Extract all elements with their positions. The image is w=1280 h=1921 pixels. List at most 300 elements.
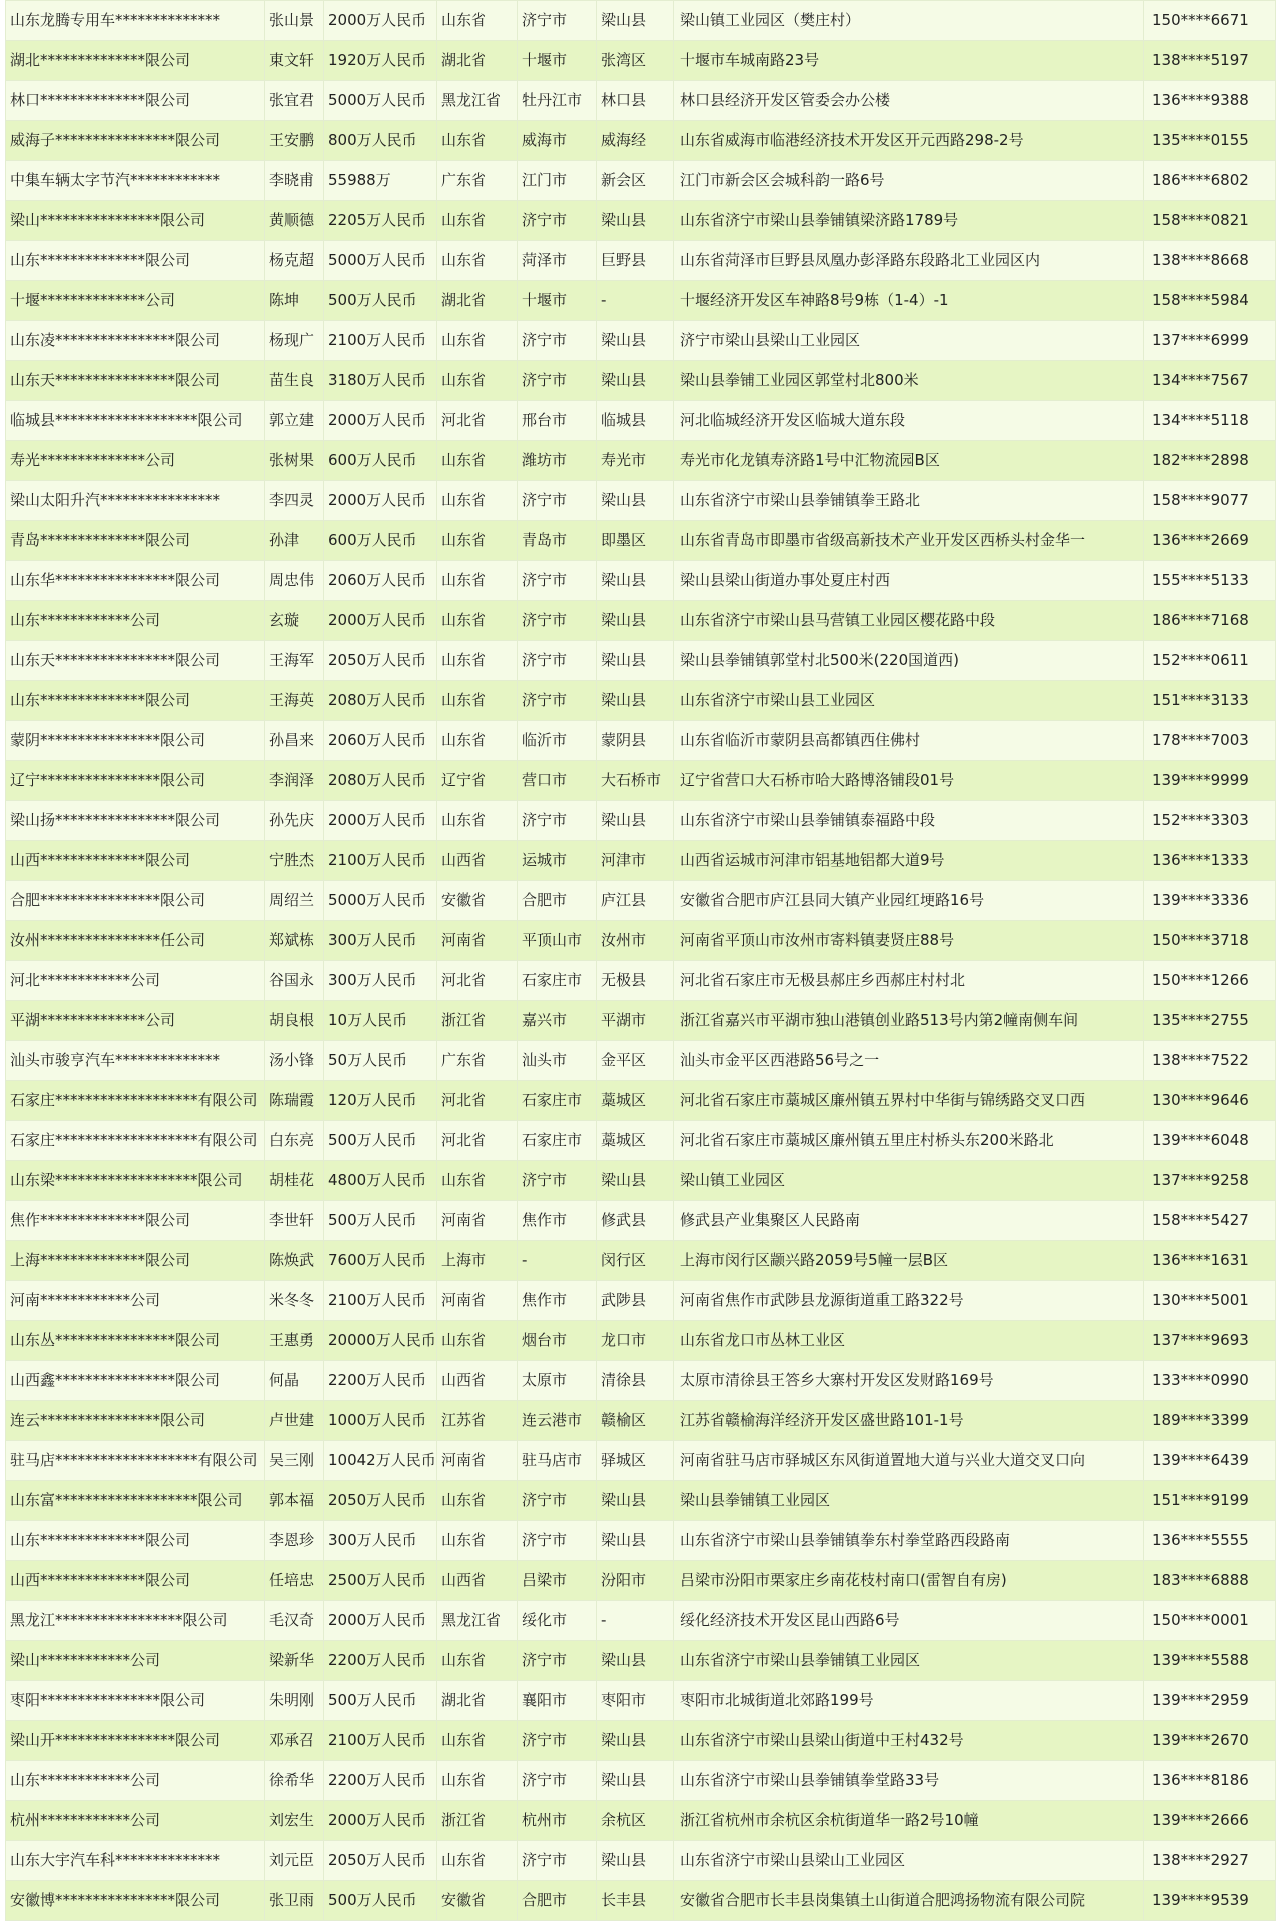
company-name-cell: 山东凌****************限公司 xyxy=(6,321,265,361)
company-name-cell: 山西**************限公司 xyxy=(6,841,265,881)
company-name-cell: 梁山开****************限公司 xyxy=(6,1721,265,1761)
city-cell: 合肥市 xyxy=(518,1881,597,1921)
city-cell: 济宁市 xyxy=(518,641,597,681)
legal-rep-cell: 郭本福 xyxy=(265,1481,324,1521)
province-cell: 山东省 xyxy=(437,1,518,41)
city-cell: 运城市 xyxy=(518,841,597,881)
company-name-cell: 山东**************限公司 xyxy=(6,681,265,721)
address-cell: 太原市清徐县王答乡大寨村开发区发财路169号 xyxy=(674,1361,1144,1401)
capital-cell: 600万人民币 xyxy=(324,521,437,561)
city-cell: 济宁市 xyxy=(518,801,597,841)
address-cell: 梁山镇工业园区 xyxy=(674,1161,1144,1201)
legal-rep-cell: 王海英 xyxy=(265,681,324,721)
address-cell: 梁山县拳铺镇工业园区 xyxy=(674,1481,1144,1521)
phone-cell: 158****5427 xyxy=(1144,1201,1276,1241)
table-row xyxy=(6,1321,1276,1361)
address-cell: 河南省平顶山市汝州市寄料镇妻贤庄88号 xyxy=(674,921,1144,961)
table-row xyxy=(6,201,1276,241)
address-cell: 林口县经济开发区管委会办公楼 xyxy=(674,81,1144,121)
province-cell: 山东省 xyxy=(437,1761,518,1801)
table-row xyxy=(6,1041,1276,1081)
capital-cell: 2050万人民币 xyxy=(324,1841,437,1881)
company-name-cell: 临城县*******************限公司 xyxy=(6,401,265,441)
province-cell: 黑龙江省 xyxy=(437,81,518,121)
address-cell: 山东省菏泽市巨野县凤凰办彭泽路东段路北工业园区内 xyxy=(674,241,1144,281)
address-cell: 浙江省嘉兴市平湖市独山港镇创业路513号内第2幢南侧车间 xyxy=(674,1001,1144,1041)
company-name-cell: 山东天****************限公司 xyxy=(6,361,265,401)
phone-cell: 136****9388 xyxy=(1144,81,1276,121)
phone-cell: 158****5984 xyxy=(1144,281,1276,321)
legal-rep-cell: 朱明刚 xyxy=(265,1681,324,1721)
province-cell: 湖北省 xyxy=(437,1681,518,1721)
district-cell: 威海经 xyxy=(597,121,674,161)
table-row xyxy=(6,1361,1276,1401)
address-cell: 山东省济宁市梁山县拳铺镇拳东村拳堂路西段路南 xyxy=(674,1521,1144,1561)
province-cell: 湖北省 xyxy=(437,281,518,321)
phone-cell: 189****3399 xyxy=(1144,1401,1276,1441)
province-cell: 山东省 xyxy=(437,201,518,241)
capital-cell: 5000万人民币 xyxy=(324,241,437,281)
city-cell: 合肥市 xyxy=(518,881,597,921)
province-cell: 山东省 xyxy=(437,241,518,281)
company-name-cell: 梁山************公司 xyxy=(6,1641,265,1681)
company-name-cell: 山东************公司 xyxy=(6,1761,265,1801)
city-cell: 济宁市 xyxy=(518,201,597,241)
province-cell: 山东省 xyxy=(437,1841,518,1881)
address-cell: 汕头市金平区西港路56号之一 xyxy=(674,1041,1144,1081)
address-cell: 安徽省合肥市庐江县同大镇产业园红埂路16号 xyxy=(674,881,1144,921)
table-row xyxy=(6,1841,1276,1881)
legal-rep-cell: 孙津 xyxy=(265,521,324,561)
capital-cell: 2000万人民币 xyxy=(324,1601,437,1641)
address-cell: 梁山县拳铺镇郭堂村北500米(220国道西) xyxy=(674,641,1144,681)
company-name-cell: 十堰**************公司 xyxy=(6,281,265,321)
company-name-cell: 梁山扬****************限公司 xyxy=(6,801,265,841)
province-cell: 广东省 xyxy=(437,161,518,201)
district-cell: 金平区 xyxy=(597,1041,674,1081)
table-row xyxy=(6,1761,1276,1801)
company-name-cell: 山东**************限公司 xyxy=(6,1521,265,1561)
city-cell: 焦作市 xyxy=(518,1281,597,1321)
province-cell: 河南省 xyxy=(437,1281,518,1321)
city-cell: 济宁市 xyxy=(518,1481,597,1521)
address-cell: 十堰市车城南路23号 xyxy=(674,41,1144,81)
city-cell: 牡丹江市 xyxy=(518,81,597,121)
address-cell: 上海市闵行区颛兴路2059号5幢一层B区 xyxy=(674,1241,1144,1281)
phone-cell: 139****6048 xyxy=(1144,1121,1276,1161)
table-row xyxy=(6,121,1276,161)
address-cell: 山东省济宁市梁山县拳铺镇工业园区 xyxy=(674,1641,1144,1681)
legal-rep-cell: 刘宏生 xyxy=(265,1801,324,1841)
district-cell: 枣阳市 xyxy=(597,1681,674,1721)
province-cell: 浙江省 xyxy=(437,1001,518,1041)
district-cell: 张湾区 xyxy=(597,41,674,81)
district-cell: 寿光市 xyxy=(597,441,674,481)
district-cell: 梁山县 xyxy=(597,601,674,641)
address-cell: 寿光市化龙镇寿济路1号中汇物流园B区 xyxy=(674,441,1144,481)
table-row xyxy=(6,921,1276,961)
phone-cell: 186****6802 xyxy=(1144,161,1276,201)
district-cell: 梁山县 xyxy=(597,1841,674,1881)
table-row xyxy=(6,361,1276,401)
table-row xyxy=(6,1401,1276,1441)
table-row xyxy=(6,1201,1276,1241)
legal-rep-cell: 李恩珍 xyxy=(265,1521,324,1561)
table-row xyxy=(6,1521,1276,1561)
table-row xyxy=(6,41,1276,81)
province-cell: 山东省 xyxy=(437,481,518,521)
table-row xyxy=(6,401,1276,441)
company-name-cell: 汝州****************任公司 xyxy=(6,921,265,961)
address-cell: 山东省济宁市梁山县梁山街道中王村432号 xyxy=(674,1721,1144,1761)
capital-cell: 2000万人民币 xyxy=(324,601,437,641)
company-name-cell: 梁山太阳升汽**************** xyxy=(6,481,265,521)
legal-rep-cell: 张树果 xyxy=(265,441,324,481)
legal-rep-cell: 白东亮 xyxy=(265,1121,324,1161)
company-name-cell: 河南************公司 xyxy=(6,1281,265,1321)
district-cell: 大石桥市 xyxy=(597,761,674,801)
district-cell: 梁山县 xyxy=(597,1161,674,1201)
legal-rep-cell: 陈焕武 xyxy=(265,1241,324,1281)
district-cell: 临城县 xyxy=(597,401,674,441)
phone-cell: 135****2755 xyxy=(1144,1001,1276,1041)
phone-cell: 152****3303 xyxy=(1144,801,1276,841)
capital-cell: 55988万 xyxy=(324,161,437,201)
company-name-cell: 石家庄*******************有限公司 xyxy=(6,1121,265,1161)
address-cell: 吕梁市汾阳市栗家庄乡南花枝村南口(雷智自有房) xyxy=(674,1561,1144,1601)
legal-rep-cell: 张山景 xyxy=(265,1,324,41)
legal-rep-cell: 何晶 xyxy=(265,1361,324,1401)
legal-rep-cell: 陈坤 xyxy=(265,281,324,321)
legal-rep-cell: 黄顺德 xyxy=(265,201,324,241)
address-cell: 山东省临沂市蒙阴县高都镇西住佛村 xyxy=(674,721,1144,761)
legal-rep-cell: 邓承召 xyxy=(265,1721,324,1761)
capital-cell: 300万人民币 xyxy=(324,1521,437,1561)
district-cell: 梁山县 xyxy=(597,1481,674,1521)
table-row xyxy=(6,1801,1276,1841)
phone-cell: 139****9999 xyxy=(1144,761,1276,801)
capital-cell: 2080万人民币 xyxy=(324,761,437,801)
address-cell: 山东省济宁市梁山县拳铺镇泰福路中段 xyxy=(674,801,1144,841)
phone-cell: 139****2666 xyxy=(1144,1801,1276,1841)
city-cell: 嘉兴市 xyxy=(518,1001,597,1041)
company-name-cell: 山东大宇汽车科************** xyxy=(6,1841,265,1881)
phone-cell: 137****6999 xyxy=(1144,321,1276,361)
address-cell: 绥化经济技术开发区昆山西路6号 xyxy=(674,1601,1144,1641)
table-row xyxy=(6,1481,1276,1521)
legal-rep-cell: 周忠伟 xyxy=(265,561,324,601)
legal-rep-cell: 王惠勇 xyxy=(265,1321,324,1361)
company-name-cell: 汕头市骏亨汽车************** xyxy=(6,1041,265,1081)
phone-cell: 158****9077 xyxy=(1144,481,1276,521)
phone-cell: 138****7522 xyxy=(1144,1041,1276,1081)
phone-cell: 136****2669 xyxy=(1144,521,1276,561)
province-cell: 河南省 xyxy=(437,1441,518,1481)
table-row xyxy=(6,1601,1276,1641)
city-cell: 十堰市 xyxy=(518,41,597,81)
capital-cell: 500万人民币 xyxy=(324,1681,437,1721)
phone-cell: 139****2670 xyxy=(1144,1721,1276,1761)
phone-cell: 136****1631 xyxy=(1144,1241,1276,1281)
province-cell: 辽宁省 xyxy=(437,761,518,801)
phone-cell: 178****7003 xyxy=(1144,721,1276,761)
district-cell: 梁山县 xyxy=(597,1761,674,1801)
legal-rep-cell: 玄璇 xyxy=(265,601,324,641)
district-cell: 无极县 xyxy=(597,961,674,1001)
province-cell: 山东省 xyxy=(437,441,518,481)
company-name-cell: 山东天****************限公司 xyxy=(6,641,265,681)
city-cell: 菏泽市 xyxy=(518,241,597,281)
table-row xyxy=(6,681,1276,721)
company-name-cell: 山东丛****************限公司 xyxy=(6,1321,265,1361)
phone-cell: 152****0611 xyxy=(1144,641,1276,681)
legal-rep-cell: 李润泽 xyxy=(265,761,324,801)
province-cell: 河南省 xyxy=(437,1201,518,1241)
city-cell: 石家庄市 xyxy=(518,1121,597,1161)
district-cell: 梁山县 xyxy=(597,321,674,361)
district-cell: 巨野县 xyxy=(597,241,674,281)
company-name-cell: 石家庄*******************有限公司 xyxy=(6,1081,265,1121)
table-row xyxy=(6,281,1276,321)
company-name-cell: 蒙阴****************限公司 xyxy=(6,721,265,761)
capital-cell: 2200万人民币 xyxy=(324,1761,437,1801)
phone-cell: 138****5197 xyxy=(1144,41,1276,81)
capital-cell: 2050万人民币 xyxy=(324,1481,437,1521)
district-cell: 梁山县 xyxy=(597,801,674,841)
legal-rep-cell: 杨克超 xyxy=(265,241,324,281)
province-cell: 山西省 xyxy=(437,1561,518,1601)
province-cell: 黑龙江省 xyxy=(437,1601,518,1641)
legal-rep-cell: 苗生良 xyxy=(265,361,324,401)
province-cell: 山东省 xyxy=(437,521,518,561)
phone-cell: 136****8186 xyxy=(1144,1761,1276,1801)
legal-rep-cell: 张卫雨 xyxy=(265,1881,324,1921)
capital-cell: 2060万人民币 xyxy=(324,561,437,601)
company-name-cell: 安徽博****************限公司 xyxy=(6,1881,265,1921)
address-cell: 济宁市梁山县梁山工业园区 xyxy=(674,321,1144,361)
capital-cell: 500万人民币 xyxy=(324,281,437,321)
legal-rep-cell: 李四灵 xyxy=(265,481,324,521)
address-cell: 山东省济宁市梁山县拳铺镇梁济路1789号 xyxy=(674,201,1144,241)
city-cell: 汕头市 xyxy=(518,1041,597,1081)
province-cell: 山东省 xyxy=(437,1481,518,1521)
company-name-cell: 上海**************限公司 xyxy=(6,1241,265,1281)
legal-rep-cell: 卢世建 xyxy=(265,1401,324,1441)
province-cell: 山东省 xyxy=(437,801,518,841)
city-cell: 连云港市 xyxy=(518,1401,597,1441)
province-cell: 山东省 xyxy=(437,681,518,721)
address-cell: 十堰经济开发区车神路8号9栋（1-4）-1 xyxy=(674,281,1144,321)
capital-cell: 2000万人民币 xyxy=(324,1,437,41)
city-cell: 济宁市 xyxy=(518,321,597,361)
city-cell: 潍坊市 xyxy=(518,441,597,481)
table-row xyxy=(6,1721,1276,1761)
legal-rep-cell: 毛汉奇 xyxy=(265,1601,324,1641)
company-name-cell: 青岛**************限公司 xyxy=(6,521,265,561)
address-cell: 枣阳市北城街道北郊路199号 xyxy=(674,1681,1144,1721)
address-cell: 山东省济宁市梁山县马营镇工业园区樱花路中段 xyxy=(674,601,1144,641)
company-name-cell: 寿光**************公司 xyxy=(6,441,265,481)
address-cell: 山东省济宁市梁山县拳铺镇拳堂路33号 xyxy=(674,1761,1144,1801)
legal-rep-cell: 東文轩 xyxy=(265,41,324,81)
city-cell: 济宁市 xyxy=(518,1761,597,1801)
address-cell: 江门市新会区会城科韵一路6号 xyxy=(674,161,1144,201)
company-name-cell: 合肥****************限公司 xyxy=(6,881,265,921)
table-row xyxy=(6,961,1276,1001)
address-cell: 山东省青岛市即墨市省级高新技术产业开发区西桥头村金华一 xyxy=(674,521,1144,561)
phone-cell: 183****6888 xyxy=(1144,1561,1276,1601)
address-cell: 安徽省合肥市长丰县岗集镇土山街道合肥鸿扬物流有限公司院 xyxy=(674,1881,1144,1921)
table-row xyxy=(6,761,1276,801)
district-cell: 修武县 xyxy=(597,1201,674,1241)
legal-rep-cell: 张宜君 xyxy=(265,81,324,121)
company-name-cell: 山东**************限公司 xyxy=(6,241,265,281)
phone-cell: 133****0990 xyxy=(1144,1361,1276,1401)
district-cell: 汾阳市 xyxy=(597,1561,674,1601)
address-cell: 山东省威海市临港经济技术开发区开元西路298-2号 xyxy=(674,121,1144,161)
district-cell: 梁山县 xyxy=(597,1641,674,1681)
company-name-cell: 杭州************公司 xyxy=(6,1801,265,1841)
district-cell: 平湖市 xyxy=(597,1001,674,1041)
company-name-cell: 山东梁*******************限公司 xyxy=(6,1161,265,1201)
province-cell: 山东省 xyxy=(437,1721,518,1761)
capital-cell: 4800万人民币 xyxy=(324,1161,437,1201)
company-name-cell: 威海子****************限公司 xyxy=(6,121,265,161)
company-name-cell: 连云****************限公司 xyxy=(6,1401,265,1441)
province-cell: 山东省 xyxy=(437,1641,518,1681)
city-cell: 济宁市 xyxy=(518,1,597,41)
capital-cell: 2000万人民币 xyxy=(324,1801,437,1841)
capital-cell: 500万人民币 xyxy=(324,1201,437,1241)
phone-cell: 135****0155 xyxy=(1144,121,1276,161)
city-cell: 营口市 xyxy=(518,761,597,801)
company-name-cell: 山东龙腾专用车************** xyxy=(6,1,265,41)
city-cell: 石家庄市 xyxy=(518,961,597,1001)
capital-cell: 500万人民币 xyxy=(324,1881,437,1921)
company-name-cell: 黑龙江*****************限公司 xyxy=(6,1601,265,1641)
address-cell: 山东省济宁市梁山县工业园区 xyxy=(674,681,1144,721)
company-name-cell: 山西**************限公司 xyxy=(6,1561,265,1601)
district-cell: 梁山县 xyxy=(597,681,674,721)
table-row xyxy=(6,641,1276,681)
district-cell: 梁山县 xyxy=(597,481,674,521)
city-cell: 济宁市 xyxy=(518,1641,597,1681)
legal-rep-cell: 吴三刚 xyxy=(265,1441,324,1481)
table-row xyxy=(6,1161,1276,1201)
city-cell: 驻马店市 xyxy=(518,1441,597,1481)
company-name-cell: 平湖**************公司 xyxy=(6,1001,265,1041)
district-cell: 梁山县 xyxy=(597,201,674,241)
address-cell: 河北省石家庄市藁城区廉州镇五界村中华街与锦绣路交叉口西 xyxy=(674,1081,1144,1121)
province-cell: 河北省 xyxy=(437,1121,518,1161)
phone-cell: 182****2898 xyxy=(1144,441,1276,481)
phone-cell: 136****5555 xyxy=(1144,1521,1276,1561)
legal-rep-cell: 米冬冬 xyxy=(265,1281,324,1321)
capital-cell: 20000万人民币 xyxy=(324,1321,437,1361)
capital-cell: 5000万人民币 xyxy=(324,81,437,121)
company-name-cell: 中集车辆太字节汽************ xyxy=(6,161,265,201)
legal-rep-cell: 任培忠 xyxy=(265,1561,324,1601)
company-name-cell: 河北************公司 xyxy=(6,961,265,1001)
company-name-cell: 枣阳****************限公司 xyxy=(6,1681,265,1721)
capital-cell: 2000万人民币 xyxy=(324,401,437,441)
province-cell: 上海市 xyxy=(437,1241,518,1281)
company-name-cell: 山东富*******************限公司 xyxy=(6,1481,265,1521)
legal-rep-cell: 胡桂花 xyxy=(265,1161,324,1201)
phone-cell: 134****5118 xyxy=(1144,401,1276,441)
phone-cell: 138****2927 xyxy=(1144,1841,1276,1881)
city-cell: 烟台市 xyxy=(518,1321,597,1361)
table-row xyxy=(6,561,1276,601)
legal-rep-cell: 王安鹏 xyxy=(265,121,324,161)
capital-cell: 5000万人民币 xyxy=(324,881,437,921)
province-cell: 山东省 xyxy=(437,361,518,401)
capital-cell: 800万人民币 xyxy=(324,121,437,161)
district-cell: 即墨区 xyxy=(597,521,674,561)
company-name-cell: 山东************公司 xyxy=(6,601,265,641)
city-cell: 济宁市 xyxy=(518,681,597,721)
capital-cell: 2100万人民币 xyxy=(324,1281,437,1321)
phone-cell: 158****0821 xyxy=(1144,201,1276,241)
city-cell: 济宁市 xyxy=(518,1721,597,1761)
district-cell: 藁城区 xyxy=(597,1121,674,1161)
city-cell: 济宁市 xyxy=(518,561,597,601)
district-cell: 新会区 xyxy=(597,161,674,201)
company-name-cell: 山东华****************限公司 xyxy=(6,561,265,601)
phone-cell: 130****5001 xyxy=(1144,1281,1276,1321)
table-row xyxy=(6,1001,1276,1041)
city-cell: 杭州市 xyxy=(518,1801,597,1841)
province-cell: 山东省 xyxy=(437,1321,518,1361)
phone-cell: 139****2959 xyxy=(1144,1681,1276,1721)
table-row xyxy=(6,1281,1276,1321)
capital-cell: 50万人民币 xyxy=(324,1041,437,1081)
legal-rep-cell: 王海军 xyxy=(265,641,324,681)
province-cell: 河北省 xyxy=(437,1081,518,1121)
capital-cell: 2050万人民币 xyxy=(324,641,437,681)
phone-cell: 134****7567 xyxy=(1144,361,1276,401)
city-cell: - xyxy=(518,1241,597,1281)
legal-rep-cell: 周绍兰 xyxy=(265,881,324,921)
table-row xyxy=(6,161,1276,201)
capital-cell: 600万人民币 xyxy=(324,441,437,481)
phone-cell: 155****5133 xyxy=(1144,561,1276,601)
company-data-table xyxy=(5,0,1276,1921)
district-cell: 汝州市 xyxy=(597,921,674,961)
capital-cell: 2200万人民币 xyxy=(324,1641,437,1681)
legal-rep-cell: 郭立建 xyxy=(265,401,324,441)
capital-cell: 300万人民币 xyxy=(324,921,437,961)
capital-cell: 2500万人民币 xyxy=(324,1561,437,1601)
legal-rep-cell: 梁新华 xyxy=(265,1641,324,1681)
phone-cell: 150****3718 xyxy=(1144,921,1276,961)
table-row xyxy=(6,1681,1276,1721)
address-cell: 山东省龙口市丛林工业区 xyxy=(674,1321,1144,1361)
address-cell: 河北临城经济开发区临城大道东段 xyxy=(674,401,1144,441)
phone-cell: 138****8668 xyxy=(1144,241,1276,281)
address-cell: 修武县产业集聚区人民路南 xyxy=(674,1201,1144,1241)
phone-cell: 150****0001 xyxy=(1144,1601,1276,1641)
legal-rep-cell: 孙昌来 xyxy=(265,721,324,761)
capital-cell: 120万人民币 xyxy=(324,1081,437,1121)
phone-cell: 136****1333 xyxy=(1144,841,1276,881)
capital-cell: 2205万人民币 xyxy=(324,201,437,241)
legal-rep-cell: 孙先庆 xyxy=(265,801,324,841)
city-cell: 济宁市 xyxy=(518,361,597,401)
table-row xyxy=(6,1881,1276,1921)
province-cell: 山东省 xyxy=(437,1521,518,1561)
district-cell: - xyxy=(597,1601,674,1641)
